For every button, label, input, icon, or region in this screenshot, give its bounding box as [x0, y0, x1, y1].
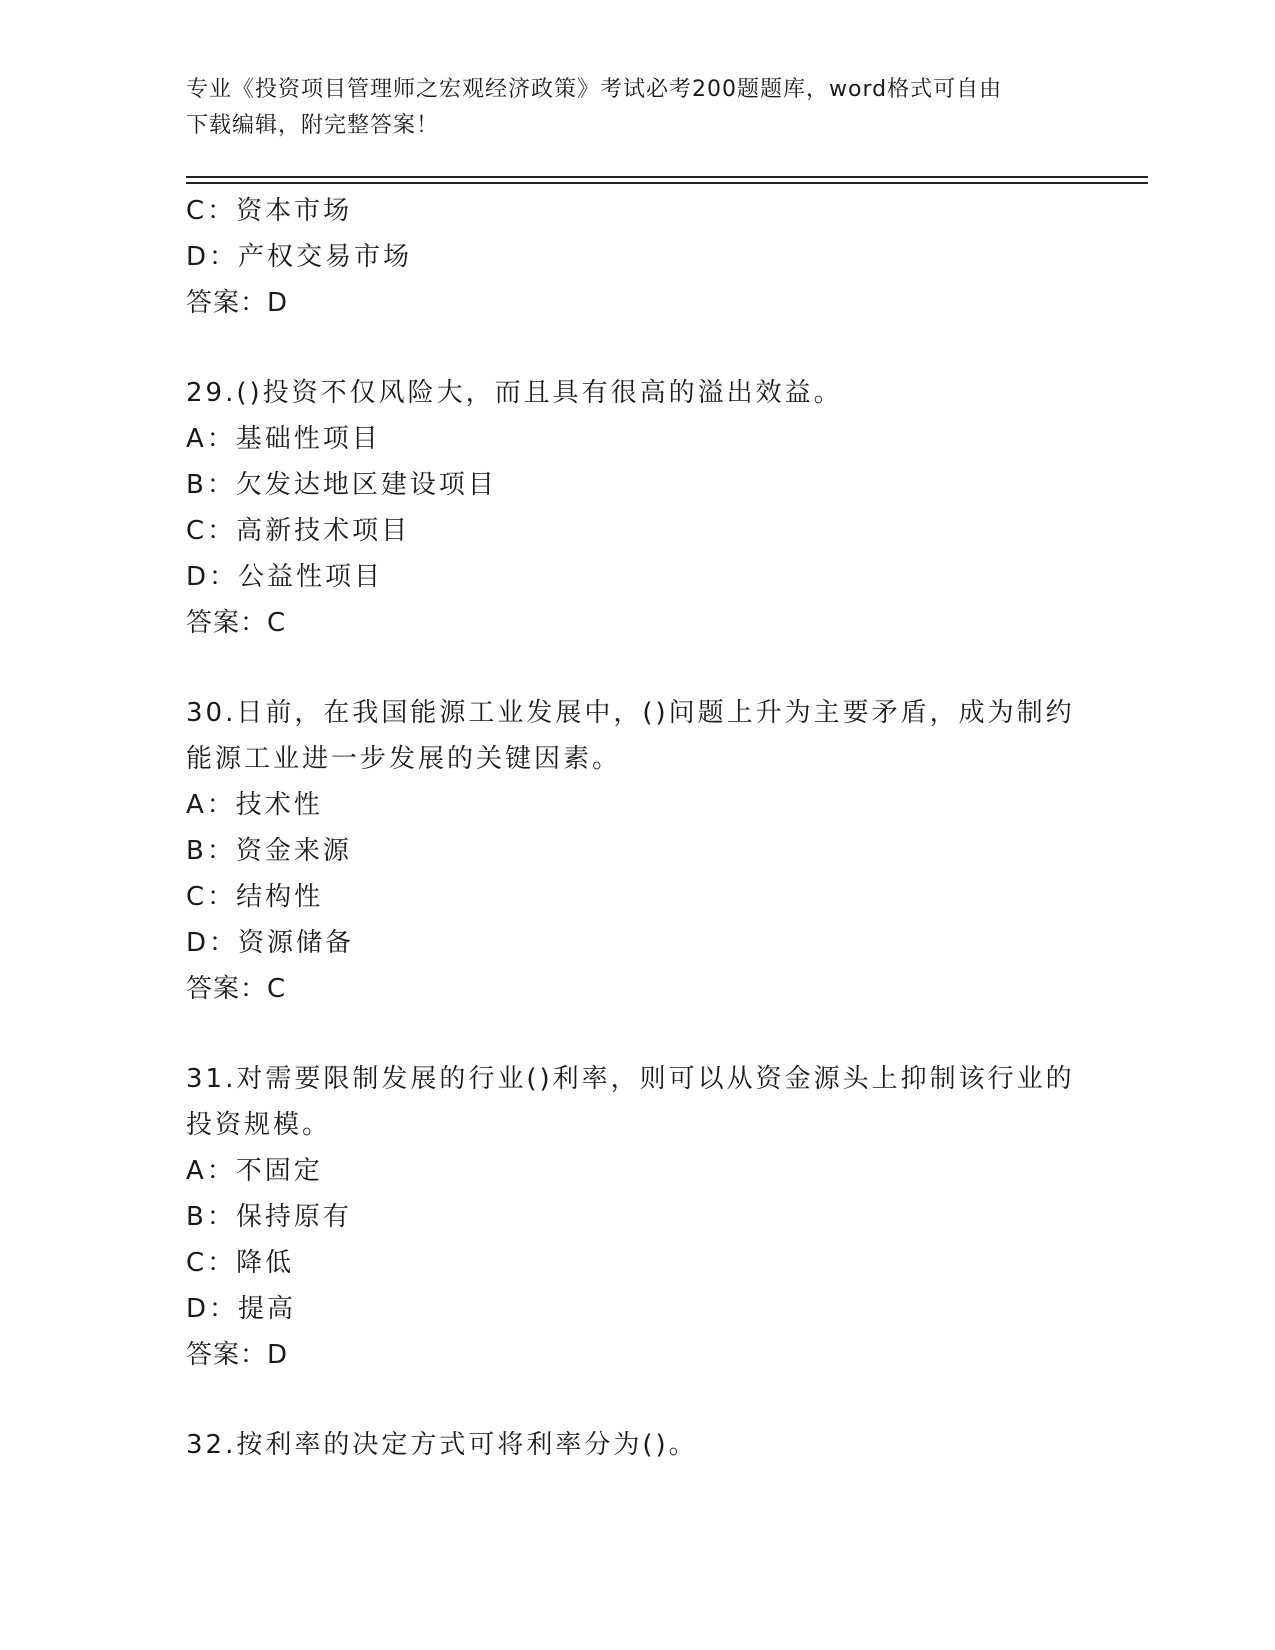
question-32 [186, 1422, 1086, 1468]
option-c: C：高新技术项目 [186, 516, 411, 546]
question-list [186, 188, 1086, 1468]
option-b: B：保持原有 [186, 1202, 352, 1232]
header-line-2: 下载编辑，附完整答案！ [186, 113, 440, 138]
option-c: C：结构性 [186, 882, 324, 912]
question-text-line-2: 投资规模。 [186, 1110, 332, 1140]
option-c: C：降低 [186, 1248, 295, 1278]
answer-line: 答案：D [186, 288, 289, 318]
option-b: B：欠发达地区建设项目 [186, 470, 497, 500]
question-text: 29.()投资不仅风险大，而且具有很高的溢出效益。 [186, 378, 843, 408]
option-a: A：技术性 [186, 790, 323, 820]
header-line-1: 专业《投资项目管理师之宏观经济政策》考试必考200题题库，word格式可自由 [186, 77, 1003, 102]
question-spacer [186, 646, 1086, 690]
option-d: D：公益性项目 [186, 562, 384, 592]
question-text: 32.按利率的决定方式可将利率分为()。 [186, 1430, 698, 1460]
option-d: D：资源储备 [186, 928, 355, 958]
question-text-line-1: 31.对需要限制发展的行业()利率，则可以从资金源头上抑制该行业的 [186, 1064, 1075, 1094]
question-text-line-1: 30.日前，在我国能源工业发展中，()问题上升为主要矛盾，成为制约 [186, 698, 1075, 728]
answer-line: 答案：C [186, 974, 287, 1004]
answer-line: 答案：D [186, 1340, 289, 1370]
question-30 [186, 690, 1086, 1012]
document-header [186, 72, 1066, 144]
option-b: B：资金来源 [186, 836, 352, 866]
option-d: D：产权交易市场 [186, 242, 413, 272]
question-29 [186, 370, 1086, 646]
question-spacer [186, 1378, 1086, 1422]
option-a: A：不固定 [186, 1156, 323, 1186]
option-a: A：基础性项目 [186, 424, 381, 454]
question-31 [186, 1056, 1086, 1378]
option-c: C：资本市场 [186, 196, 353, 226]
question-spacer [186, 326, 1086, 370]
question-spacer [186, 1012, 1086, 1056]
answer-line: 答案：C [186, 608, 287, 638]
question-text-line-2: 能源工业进一步发展的关键因素。 [186, 744, 622, 774]
option-d: D：提高 [186, 1294, 297, 1324]
question-28-remainder [186, 188, 1086, 326]
header-divider-bottom [186, 182, 1148, 184]
header-divider-top [186, 176, 1148, 178]
